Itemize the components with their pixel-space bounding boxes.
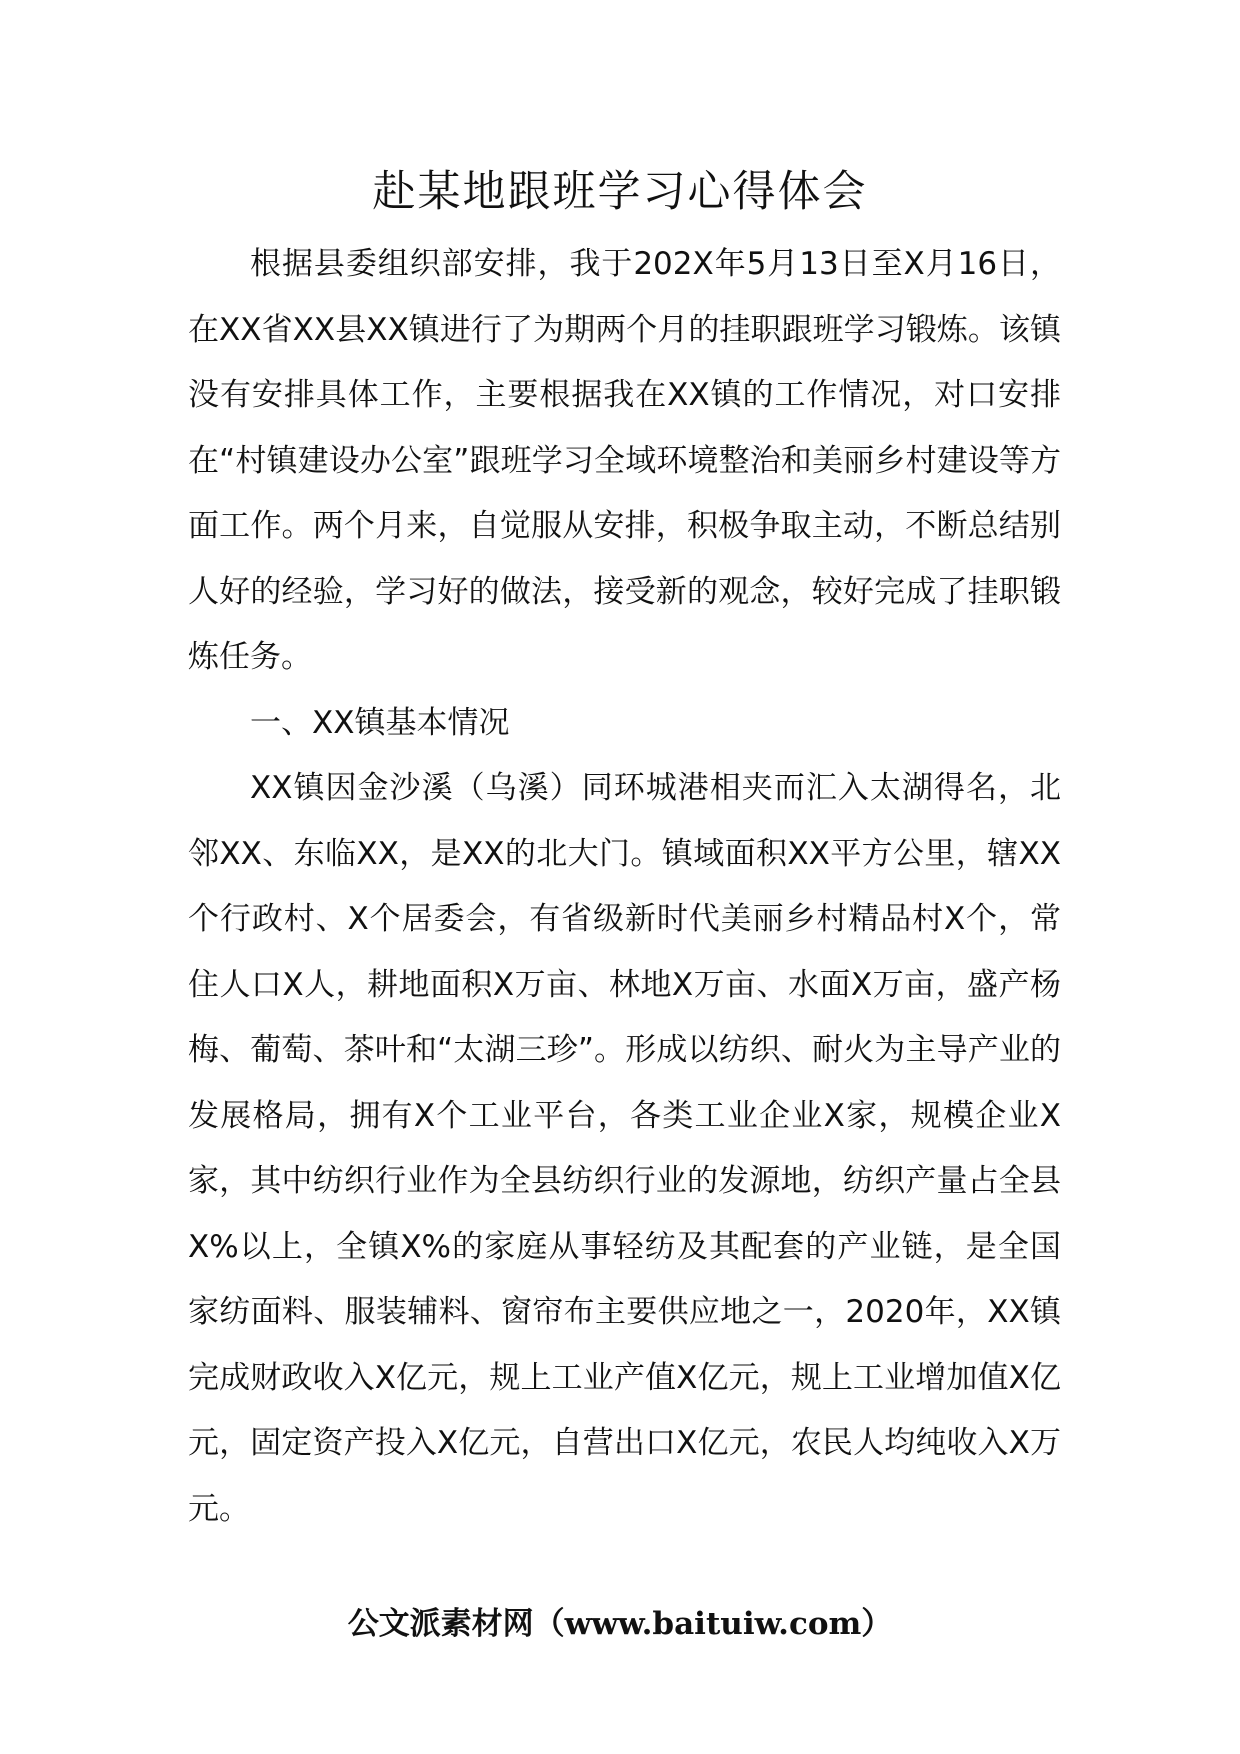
section-heading: 一、XX镇基本情况 bbox=[250, 705, 510, 741]
document-title: 赴某地跟班学习心得体会 bbox=[372, 167, 868, 217]
paragraph-town-overview: XX镇因金沙溪（乌溪）同环城港相夹而汇入太湖得名，北邻XX、东临XX，是XX的北大门。镇域面积XX平方公里，辖XX个行政村、X个居委会，有省级新时代美丽乡村精品村X个，常住人口X人，耕地面积X万亩、林地X万亩、水面X万亩，盛产杨梅、葡萄、茶叶和“太湖三珍”。形成以纺织、耐火为主导产业的发展格局，拥有X个工业平台，各类工业企业X家，规模企业X家，其中纺织行业作为全县纺织行业的发源地，纺织产量占全县X%以上，全镇X%的家庭从事轻纺及其配套的产业链，是全国家纺面料、服装辅料、窗帘布主要供应地之一，2020年，XX镇完成财政收入X亿元，规上工业产值X亿元，规上工业增加值X亿元，固定资产投入X亿元，自营出口X亿元，农民人均纯收入X万元。 bbox=[188, 770, 1061, 1527]
footer-watermark: 公文派素材网（www.baituiw.com） bbox=[347, 1606, 893, 1642]
paragraph-intro: 根据县委组织部安排，我于202X年5月13日至X月16日，在XX省XX县XX镇进行了为期两个月的挂职跟班学习锻炼。该镇没有安排具体工作，主要根据我在XX镇的工作情况，对口安排在“村镇建设办公室”跟班学习全域环境整治和美丽乡村建设等方面工作。两个月来，自觉服从安排，积极争取主动，不断总结别人好的经验，学习好的做法，接受新的观念，较好完成了挂职锻炼任务。 bbox=[188, 246, 1061, 675]
